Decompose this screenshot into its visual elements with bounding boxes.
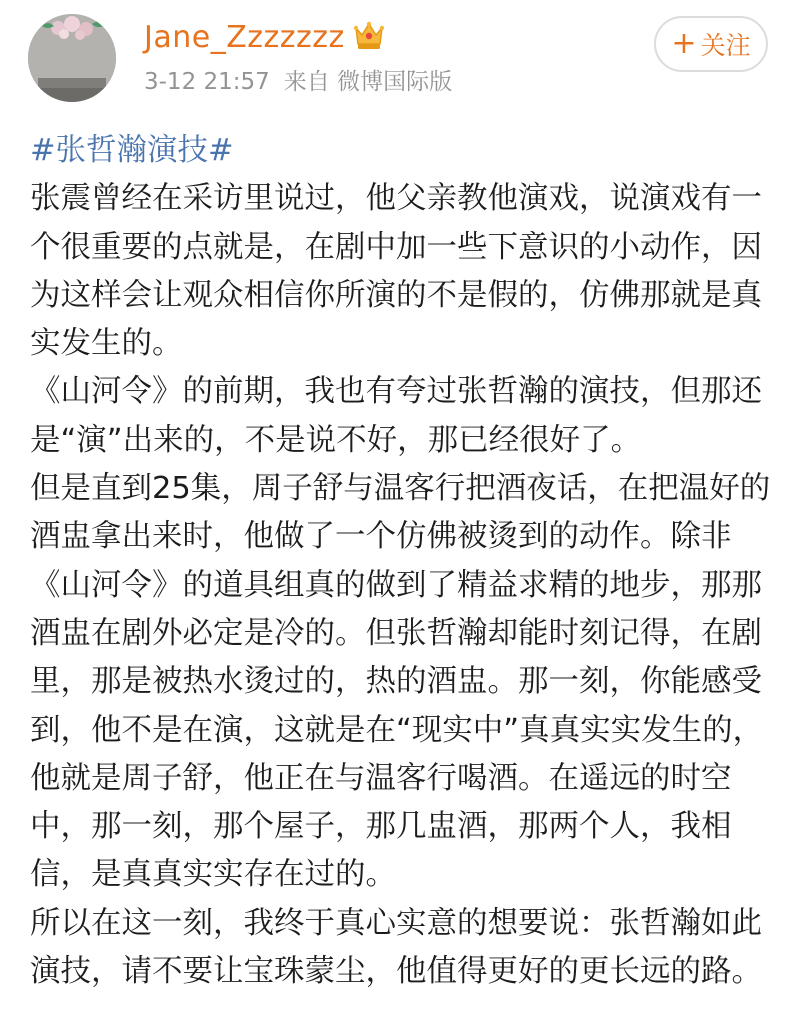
hashtag-link[interactable]: #张哲瀚演技# — [30, 133, 234, 168]
post-paragraph-3: 但是直到25集，周子舒与温客行把酒夜话，在把温好的酒盅拿出来时，他做了一个仿佛被烫到的动作。除非《山河令》的道具组真的做到了精益求精的地步，那那酒盅在剧外必定是冷的。但张哲瀚却能时刻记得，在剧里，那是被热水烫过的，热的酒盅。那一刻，你能感受到，他不是在演，这就是在“现实中”真真实实发生的，他就是周子舒，他正在与温客行喝酒。在遥远的时空中，那一刻，那个屋子，那几盅酒，那两个人，我相信，是真真实实存在过的。 — [30, 471, 771, 893]
post-content — [30, 127, 778, 996]
plus-icon: + — [671, 26, 697, 61]
follow-label: 关注 — [700, 31, 751, 60]
avatar[interactable] — [28, 14, 116, 102]
post-paragraph-1: 张震曾经在采访里说过，他父亲教他演戏，说演戏有一个很重要的点就是，在剧中加一些下意识的小动作，因为这样会让观众相信你所演的不是假的，仿佛那就是真实发生的。 — [30, 181, 762, 362]
crown-icon[interactable] — [352, 18, 386, 52]
username[interactable]: Jane_Zzzzzzz — [144, 20, 345, 55]
avatar-image — [28, 14, 116, 102]
post-paragraph-2: 《山河令》的前期，我也有夸过张哲瀚的演技，但那还是“演”出来的，不是说不好，那已经很好了。 — [30, 374, 762, 458]
follow-button[interactable] — [654, 16, 768, 72]
post-header — [0, 0, 796, 118]
post-source[interactable]: 来自 微博国际版 — [283, 69, 453, 95]
post-paragraph-4: 所以在这一刻，我终于真心实意的想要说：张哲瀚如此演技，请不要让宝珠蒙尘，他值得更好的更长远的路。 — [30, 905, 762, 990]
post-time: 3-12 21:57 — [144, 69, 270, 95]
hashtag-line — [30, 127, 778, 175]
post-meta — [144, 66, 452, 98]
